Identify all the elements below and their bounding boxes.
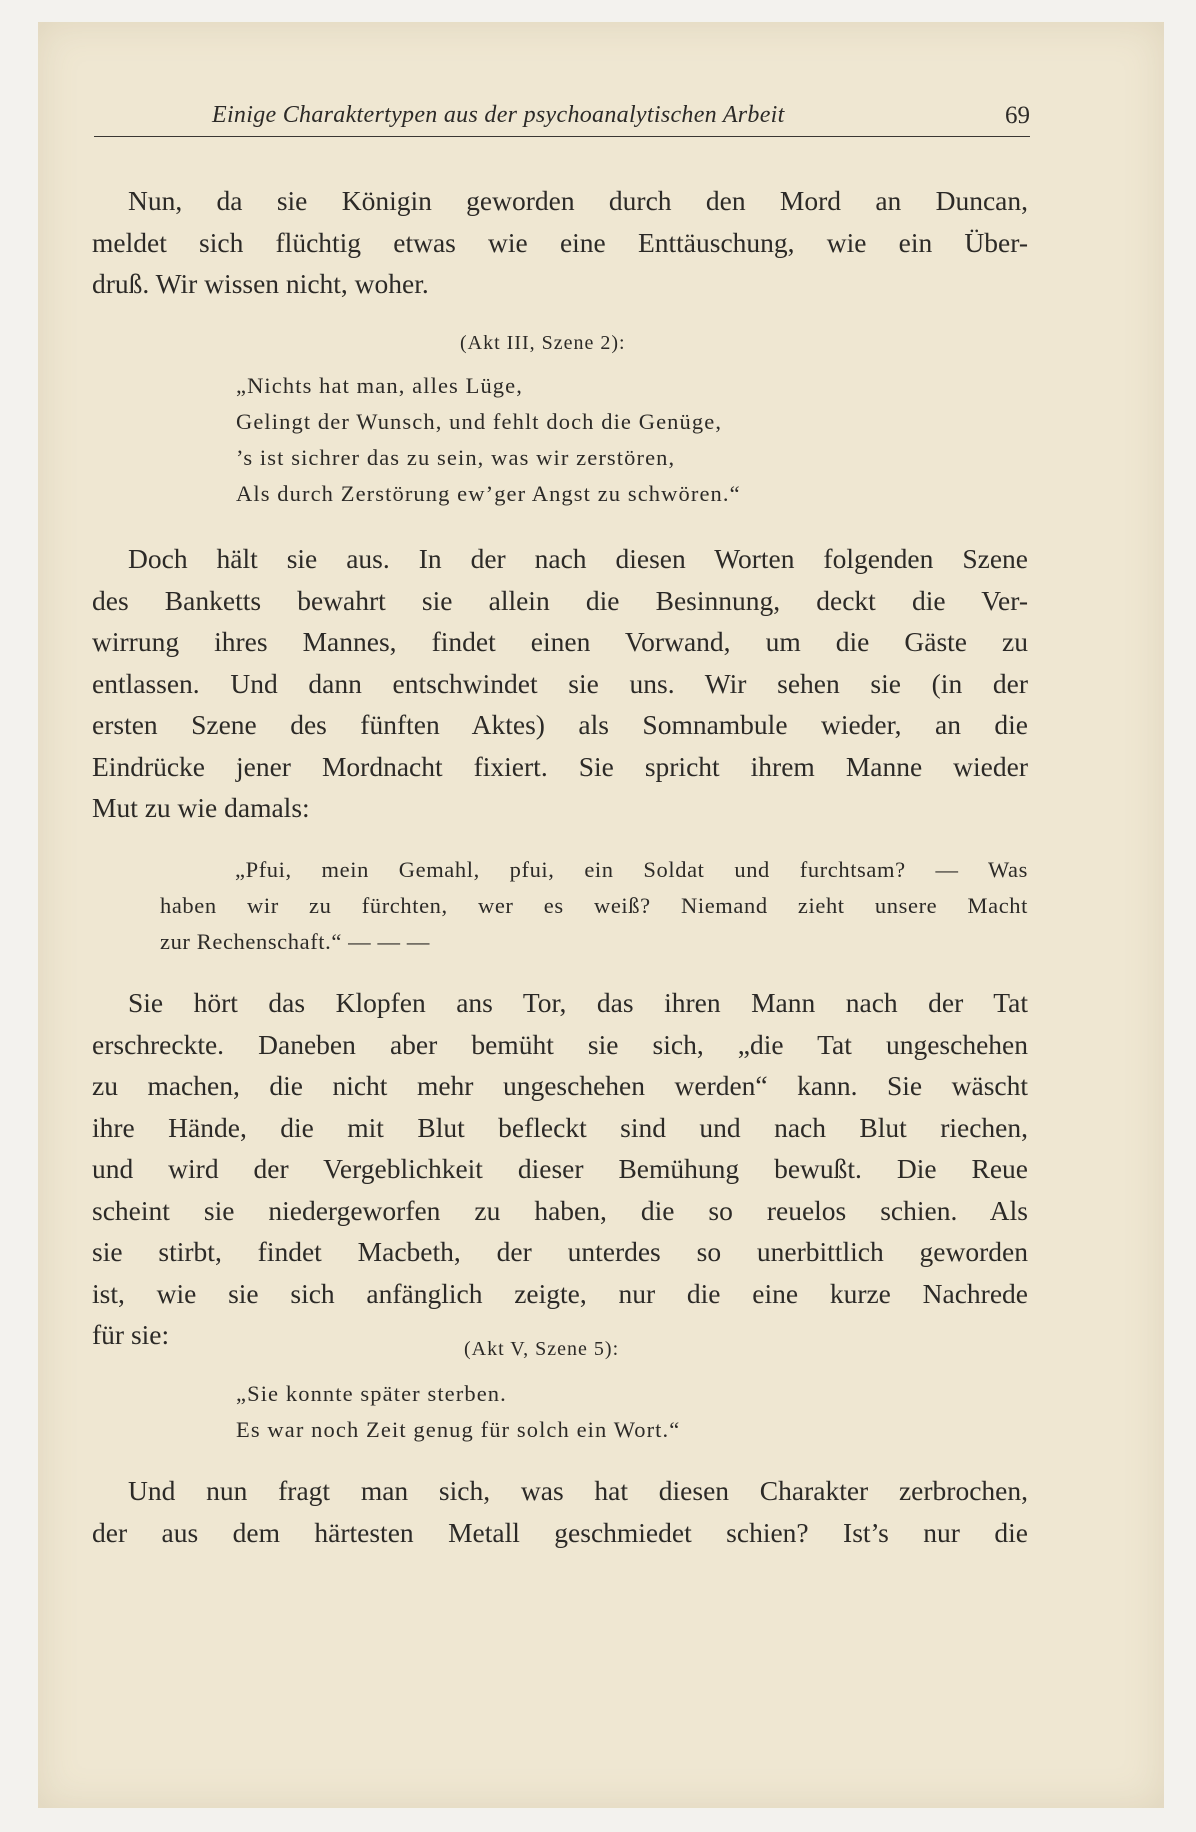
text-line: meldet sich flüchtig etwas wie eine Enttäuschung, wie ein Über- bbox=[92, 226, 1028, 258]
verse-line: ’s ist sichrer das zu sein, was wir zerstören, bbox=[236, 445, 676, 470]
text-line: Doch hält sie aus. In der nach diesen Worten folgenden Szene bbox=[128, 543, 1028, 574]
paragraph-1 bbox=[92, 180, 1028, 305]
text-line: Mut zu wie damals: bbox=[92, 792, 310, 823]
verse-quote-1 bbox=[236, 368, 741, 512]
quote-line: haben wir zu fürchten, wer es weiß? Niemand zieht unsere Macht bbox=[160, 893, 1028, 918]
text-line: scheint sie niedergeworfen zu haben, die so reuelos schien. Als bbox=[92, 1194, 1028, 1226]
text-line: Nun, da sie Königin geworden durch den Mord an Duncan, bbox=[128, 185, 1028, 216]
verse-line: „Sie konnte später sterben. bbox=[236, 1381, 507, 1406]
text-line: für sie: bbox=[92, 1319, 170, 1350]
text-line: des Banketts bewahrt sie allein die Besinnung, deckt die Ver- bbox=[92, 584, 1028, 616]
paragraph-3 bbox=[92, 982, 1028, 1356]
prose-quote-1 bbox=[160, 852, 1028, 960]
quote-line: zur Rechenschaft.“ — — — bbox=[160, 929, 430, 954]
verse-line: „Nichts hat man, alles Lüge, bbox=[236, 373, 523, 398]
text-line: Und nun fragt man sich, was hat diesen Charakter zerbrochen, bbox=[128, 1475, 1028, 1506]
header-title: Einige Charaktertypen aus der psychoanalytischen Arbeit bbox=[212, 102, 785, 128]
text-line: erschreckte. Daneben aber bemüht sie sich, „die Tat ungeschehen bbox=[92, 1028, 1028, 1060]
text-line: der aus dem härtesten Metall geschmiedet schien? Ist’s nur die bbox=[92, 1516, 1028, 1548]
paragraph-4 bbox=[92, 1470, 1028, 1553]
page-number: 69 bbox=[1005, 102, 1030, 129]
verse-line: Es war noch Zeit genug für solch ein Wort.“ bbox=[236, 1417, 681, 1442]
text-line: ersten Szene des fünften Aktes) als Somnambule wieder, an die bbox=[92, 709, 1028, 740]
act-scene-reference-1: (Akt III, Szene 2): bbox=[460, 332, 626, 354]
paragraph-2 bbox=[92, 538, 1028, 829]
text-line: Eindrücke jener Mordnacht fixiert. Sie spricht ihrem Manne wieder bbox=[92, 750, 1028, 782]
act-scene-reference-2: (Akt V, Szene 5): bbox=[464, 1338, 620, 1360]
verse-line: Als durch Zerstörung ew’ger Angst zu schwören.“ bbox=[236, 481, 741, 506]
text-line: sie stirbt, findet Macbeth, der unterdes so unerbittlich geworden bbox=[92, 1236, 1028, 1267]
text-line: entlassen. Und dann entschwindet sie uns. Wir sehen sie (in der bbox=[92, 667, 1028, 699]
running-header bbox=[94, 102, 1030, 137]
text-line: Sie hört das Klopfen ans Tor, das ihren Mann nach der Tat bbox=[128, 987, 1028, 1018]
quote-line: „Pfui, mein Gemahl, pfui, ein Soldat und furchtsam? — Was bbox=[235, 857, 1028, 882]
text-line: ihre Hände, die mit Blut befleckt sind und nach Blut riechen, bbox=[92, 1111, 1028, 1143]
text-line: und wird der Vergeblichkeit dieser Bemühung bewußt. Die Reue bbox=[92, 1153, 1028, 1184]
verse-line: Gelingt der Wunsch, und fehlt doch die Genüge, bbox=[236, 409, 723, 434]
verse-quote-2 bbox=[236, 1376, 680, 1448]
text-line: druß. Wir wissen nicht, woher. bbox=[92, 268, 429, 299]
text-line: zu machen, die nicht mehr ungeschehen werden“ kann. Sie wäscht bbox=[92, 1070, 1028, 1101]
text-line: ist, wie sie sich anfänglich zeigte, nur die eine kurze Nachrede bbox=[92, 1277, 1028, 1309]
text-line: wirrung ihres Mannes, findet einen Vorwand, um die Gäste zu bbox=[92, 626, 1028, 657]
